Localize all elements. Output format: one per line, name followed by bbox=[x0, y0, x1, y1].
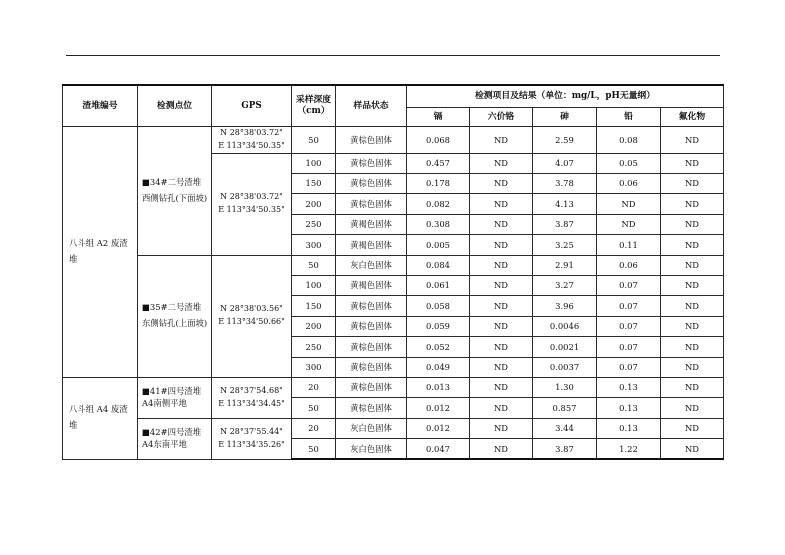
arsenic-value: 0.0021 bbox=[533, 337, 597, 357]
state-cell: 黄棕色固体 bbox=[336, 398, 407, 418]
chromium-vi-value: ND bbox=[470, 316, 533, 336]
gps-cell bbox=[212, 153, 292, 255]
state-cell: 黄褐色固体 bbox=[336, 275, 407, 295]
lead-value: ND bbox=[597, 214, 661, 234]
arsenic-value: 2.59 bbox=[533, 127, 597, 154]
arsenic-value: 1.30 bbox=[533, 377, 597, 397]
gps-cell bbox=[212, 418, 292, 459]
lead-value: 0.05 bbox=[597, 153, 661, 173]
lead-value: 0.08 bbox=[597, 127, 661, 154]
pile-cell: 八斗组 A2 废渣堆 bbox=[63, 127, 138, 378]
fluoride-value: ND bbox=[661, 296, 724, 316]
state-cell: 灰白色固体 bbox=[336, 255, 407, 275]
cadmium-value: 0.012 bbox=[407, 418, 470, 438]
fluoride-value: ND bbox=[661, 275, 724, 295]
state-cell: 灰白色固体 bbox=[336, 439, 407, 460]
point-cell: ■42#四号渣堆A4东南平地 bbox=[138, 418, 212, 459]
depth-cell: 50 bbox=[292, 398, 336, 418]
arsenic-value: 3.96 bbox=[533, 296, 597, 316]
header-fluoride: 氟化物 bbox=[661, 108, 724, 127]
results-table bbox=[62, 84, 724, 460]
header-cadmium: 镉 bbox=[407, 108, 470, 127]
depth-cell: 20 bbox=[292, 418, 336, 438]
fluoride-value: ND bbox=[661, 173, 724, 193]
state-cell: 灰白色固体 bbox=[336, 418, 407, 438]
depth-cell: 150 bbox=[292, 173, 336, 193]
lead-value: 1.22 bbox=[597, 439, 661, 460]
chromium-vi-value: ND bbox=[470, 214, 533, 234]
chromium-vi-value: ND bbox=[470, 255, 533, 275]
gps-cell bbox=[212, 377, 292, 418]
lead-value: 0.07 bbox=[597, 337, 661, 357]
fluoride-value: ND bbox=[661, 127, 724, 154]
arsenic-value: 0.0046 bbox=[533, 316, 597, 336]
depth-cell: 100 bbox=[292, 153, 336, 173]
cadmium-value: 0.052 bbox=[407, 337, 470, 357]
depth-cell: 50 bbox=[292, 127, 336, 154]
depth-cell: 150 bbox=[292, 296, 336, 316]
cadmium-value: 0.084 bbox=[407, 255, 470, 275]
chromium-vi-value: ND bbox=[470, 377, 533, 397]
state-cell: 黄棕色固体 bbox=[336, 357, 407, 377]
point-cell: ■41#四号渣堆A4南侧平地 bbox=[138, 377, 212, 418]
depth-cell: 50 bbox=[292, 255, 336, 275]
fluoride-value: ND bbox=[661, 153, 724, 173]
point-cell: ■34#二号渣堆西侧钻孔(下面坡) bbox=[138, 127, 212, 256]
depth-cell: 250 bbox=[292, 214, 336, 234]
gps-lon: E 113°34'34.45" bbox=[218, 398, 285, 408]
header-depth: 采样深度（cm） bbox=[292, 85, 336, 127]
cadmium-value: 0.012 bbox=[407, 398, 470, 418]
arsenic-value: 2.91 bbox=[533, 255, 597, 275]
state-cell: 黄褐色固体 bbox=[336, 214, 407, 234]
fluoride-value: ND bbox=[661, 337, 724, 357]
lead-value: 0.07 bbox=[597, 296, 661, 316]
lead-value: 0.13 bbox=[597, 377, 661, 397]
depth-cell: 300 bbox=[292, 235, 336, 255]
header-results-group: 检测项目及结果（单位：mg/L，pH无量纲） bbox=[407, 85, 724, 108]
arsenic-value: 0.857 bbox=[533, 398, 597, 418]
header-rule bbox=[66, 55, 720, 56]
gps-lat: N 28°37'55.44" bbox=[220, 427, 283, 437]
arsenic-value: 3.25 bbox=[533, 235, 597, 255]
chromium-vi-value: ND bbox=[470, 357, 533, 377]
cadmium-value: 0.178 bbox=[407, 173, 470, 193]
lead-value: 0.06 bbox=[597, 255, 661, 275]
header-lead: 铅 bbox=[597, 108, 661, 127]
state-cell: 黄棕色固体 bbox=[336, 153, 407, 173]
lead-value: 0.06 bbox=[597, 173, 661, 193]
cadmium-value: 0.013 bbox=[407, 377, 470, 397]
gps-lon: E 113°34'35.26" bbox=[218, 439, 285, 449]
arsenic-value: 4.13 bbox=[533, 194, 597, 214]
header-location: 检测点位 bbox=[138, 85, 212, 127]
depth-cell: 50 bbox=[292, 439, 336, 460]
cadmium-value: 0.061 bbox=[407, 275, 470, 295]
state-cell: 黄棕色固体 bbox=[336, 316, 407, 336]
depth-cell: 200 bbox=[292, 194, 336, 214]
pile-cell: 八斗组 A4 废渣堆 bbox=[63, 377, 138, 459]
gps-lon: E 113°34'50.66" bbox=[218, 317, 285, 327]
fluoride-value: ND bbox=[661, 398, 724, 418]
chromium-vi-value: ND bbox=[470, 127, 533, 154]
arsenic-value: 3.78 bbox=[533, 173, 597, 193]
state-cell: 黄棕色固体 bbox=[336, 377, 407, 397]
chromium-vi-value: ND bbox=[470, 418, 533, 438]
fluoride-value: ND bbox=[661, 255, 724, 275]
chromium-vi-value: ND bbox=[470, 296, 533, 316]
chromium-vi-value: ND bbox=[470, 337, 533, 357]
state-cell: 黄棕色固体 bbox=[336, 296, 407, 316]
gps-lat: N 28°38'03.56" bbox=[220, 304, 283, 314]
cadmium-value: 0.047 bbox=[407, 439, 470, 460]
header-arsenic: 砷 bbox=[533, 108, 597, 127]
gps-lat: N 28°38'03.72" bbox=[220, 192, 283, 202]
chromium-vi-value: ND bbox=[470, 398, 533, 418]
gps-lon: E 113°34'50.35" bbox=[218, 140, 285, 150]
arsenic-value: 3.87 bbox=[533, 439, 597, 460]
arsenic-value: 4.07 bbox=[533, 153, 597, 173]
fluoride-value: ND bbox=[661, 439, 724, 460]
cadmium-value: 0.005 bbox=[407, 235, 470, 255]
depth-cell: 300 bbox=[292, 357, 336, 377]
point-cell: ■35#二号渣堆东侧钻孔(上面坡) bbox=[138, 255, 212, 377]
gps-lat: N 28°38'03.72" bbox=[220, 128, 283, 137]
depth-cell: 20 bbox=[292, 377, 336, 397]
arsenic-value: 0.0037 bbox=[533, 357, 597, 377]
chromium-vi-value: ND bbox=[470, 439, 533, 460]
cadmium-value: 0.049 bbox=[407, 357, 470, 377]
fluoride-value: ND bbox=[661, 214, 724, 234]
chromium-vi-value: ND bbox=[470, 153, 533, 173]
lead-value: 0.13 bbox=[597, 398, 661, 418]
state-cell: 黄棕色固体 bbox=[336, 127, 407, 154]
cadmium-value: 0.308 bbox=[407, 214, 470, 234]
depth-cell: 200 bbox=[292, 316, 336, 336]
header-pile-id: 渣堆编号 bbox=[63, 85, 138, 127]
chromium-vi-value: ND bbox=[470, 194, 533, 214]
arsenic-value: 3.27 bbox=[533, 275, 597, 295]
fluoride-value: ND bbox=[661, 418, 724, 438]
depth-cell: 100 bbox=[292, 275, 336, 295]
header-chromium-vi: 六价铬 bbox=[470, 108, 533, 127]
cadmium-value: 0.068 bbox=[407, 127, 470, 154]
state-cell: 黄棕色固体 bbox=[336, 194, 407, 214]
cadmium-value: 0.059 bbox=[407, 316, 470, 336]
lead-value: 0.07 bbox=[597, 316, 661, 336]
chromium-vi-value: ND bbox=[470, 275, 533, 295]
arsenic-value: 3.44 bbox=[533, 418, 597, 438]
lead-value: 0.11 bbox=[597, 235, 661, 255]
cadmium-value: 0.058 bbox=[407, 296, 470, 316]
fluoride-value: ND bbox=[661, 377, 724, 397]
state-cell: 黄褐色固体 bbox=[336, 235, 407, 255]
gps-cell bbox=[212, 255, 292, 377]
cadmium-value: 0.082 bbox=[407, 194, 470, 214]
fluoride-value: ND bbox=[661, 316, 724, 336]
state-cell: 黄棕色固体 bbox=[336, 173, 407, 193]
fluoride-value: ND bbox=[661, 194, 724, 214]
fluoride-value: ND bbox=[661, 357, 724, 377]
header-state: 样品状态 bbox=[336, 85, 407, 127]
fluoride-value: ND bbox=[661, 235, 724, 255]
lead-value: ND bbox=[597, 194, 661, 214]
lead-value: 0.07 bbox=[597, 275, 661, 295]
gps-lon: E 113°34'50.35" bbox=[218, 205, 285, 215]
lead-value: 0.13 bbox=[597, 418, 661, 438]
header-gps: GPS bbox=[212, 85, 292, 127]
depth-cell: 250 bbox=[292, 337, 336, 357]
lead-value: 0.07 bbox=[597, 357, 661, 377]
chromium-vi-value: ND bbox=[470, 173, 533, 193]
gps-cell bbox=[212, 127, 292, 154]
arsenic-value: 3.87 bbox=[533, 214, 597, 234]
gps-lat: N 28°37'54.68" bbox=[220, 385, 283, 395]
cadmium-value: 0.457 bbox=[407, 153, 470, 173]
chromium-vi-value: ND bbox=[470, 235, 533, 255]
state-cell: 黄棕色固体 bbox=[336, 337, 407, 357]
